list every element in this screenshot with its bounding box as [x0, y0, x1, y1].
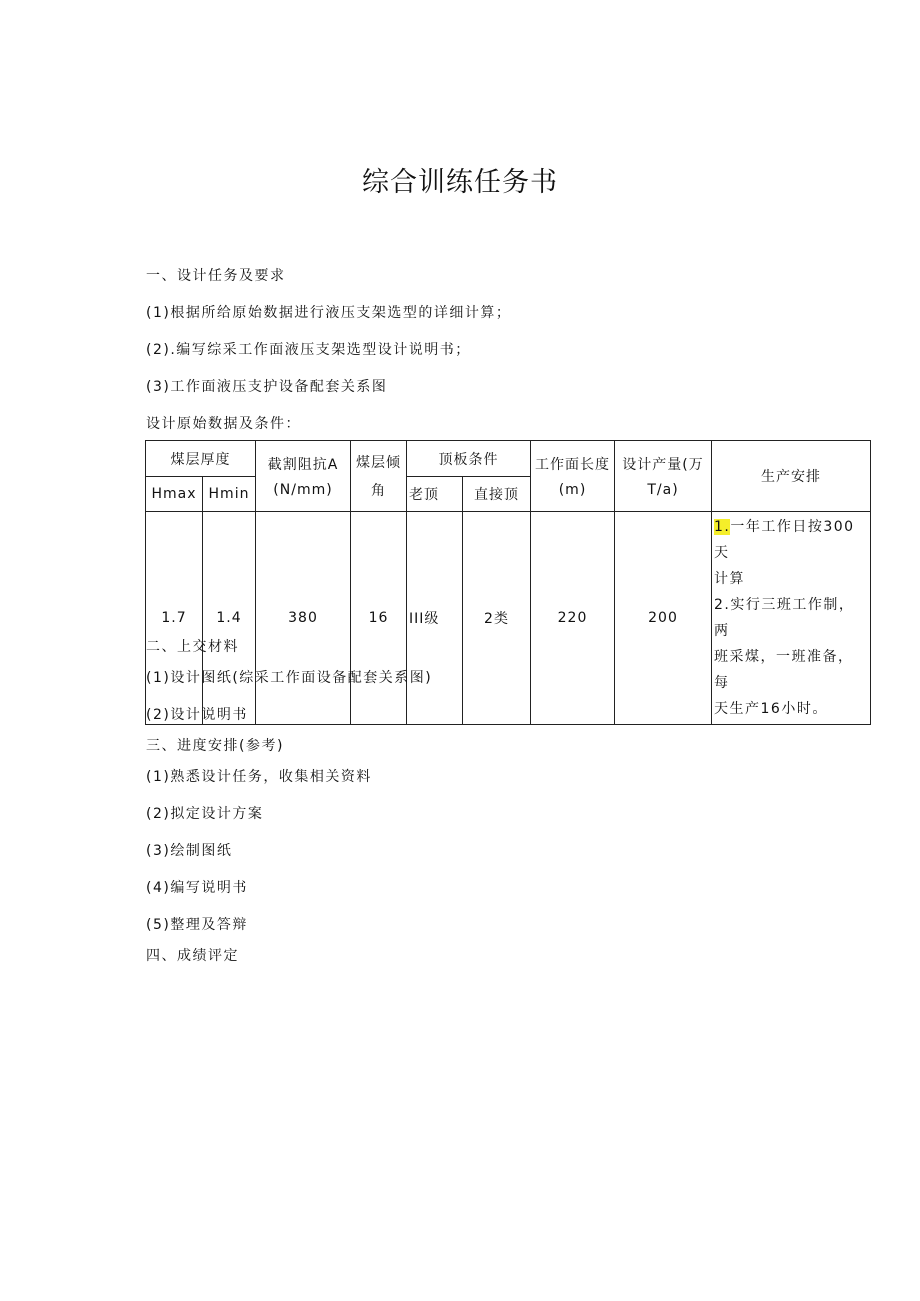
section-3-heading: 三、进度安排(参考) — [146, 738, 284, 754]
section-3-item-2: (2)拟定设计方案 — [146, 806, 264, 822]
section-1-item-1: (1)根据所给原始数据进行液压支架选型的详细计算； — [146, 305, 512, 321]
cell-resistance: 380 — [256, 512, 351, 725]
document-title: 综合训练任务书 — [362, 167, 558, 198]
header-hmin: Hmin — [203, 477, 256, 512]
section-1-item-2: (2).编写综采工作面液压支架选型设计说明书； — [146, 342, 471, 358]
section-3-item-4: (4)编写说明书 — [146, 880, 248, 896]
header-output-unit: T/a) — [647, 482, 679, 498]
header-output — [615, 441, 712, 512]
section-2-item-2: (2)设计说明书 — [146, 707, 248, 723]
schedule-line-5: 天生产16小时。 — [714, 701, 828, 717]
header-roof-direct: 直接顶 — [463, 477, 531, 512]
header-roof: 顶板条件 — [407, 441, 531, 477]
section-1-item-3: (3)工作面液压支护设备配套关系图 — [146, 379, 388, 395]
header-roof-old: 老顶 — [407, 477, 463, 512]
header-output-label: 设计产量(万 — [622, 457, 704, 473]
cell-roof-direct: 2类 — [463, 512, 531, 725]
header-resistance-unit: (N/mm) — [273, 482, 333, 498]
cell-face-length: 220 — [531, 512, 615, 725]
header-dip-label: 煤层倾 — [356, 455, 401, 471]
cell-hmin: 1.4 — [203, 512, 256, 725]
header-face-length — [531, 441, 615, 512]
schedule-line-4: 班采煤，一班准备，每 — [714, 649, 854, 691]
header-hmax: Hmax — [146, 477, 203, 512]
section-4-heading: 四、成绩评定 — [146, 948, 239, 964]
section-3-item-5: (5)整理及答辩 — [146, 917, 248, 933]
data-intro: 设计原始数据及条件： — [146, 416, 301, 432]
header-dip-label-2: 角 — [371, 483, 386, 499]
schedule-line-1-text: 一年工作日按300天 — [714, 519, 855, 561]
cell-hmax: 1.7 — [146, 512, 203, 725]
cell-dip: 16 — [351, 512, 407, 725]
schedule-line-3: 2.实行三班工作制，两 — [714, 597, 855, 639]
section-2-item-1: (1)设计图纸(综采工作面设备配套关系图) — [146, 670, 433, 686]
cell-roof-old: III级 — [407, 512, 463, 725]
section-3-item-3: (3)绘制图纸 — [146, 843, 233, 859]
cell-output: 200 — [615, 512, 712, 725]
schedule-line-1 — [714, 514, 868, 566]
header-thickness: 煤层厚度 — [146, 441, 256, 477]
schedule-highlight: 1. — [714, 519, 731, 535]
header-dip — [351, 441, 407, 512]
cell-schedule — [712, 512, 871, 725]
schedule-line-2: 计算 — [714, 571, 745, 587]
header-face-length-label: 工作面长度 — [535, 457, 610, 473]
header-resistance — [256, 441, 351, 512]
section-3-item-1: (1)熟悉设计任务，收集相关资料 — [146, 769, 372, 785]
section-1-heading: 一、设计任务及要求 — [146, 268, 286, 284]
header-schedule: 生产安排 — [712, 441, 871, 512]
section-2-heading: 二、上交材料 — [146, 639, 239, 655]
header-resistance-label: 截割阻抗A — [267, 457, 339, 473]
header-face-length-unit: (m) — [558, 482, 587, 498]
